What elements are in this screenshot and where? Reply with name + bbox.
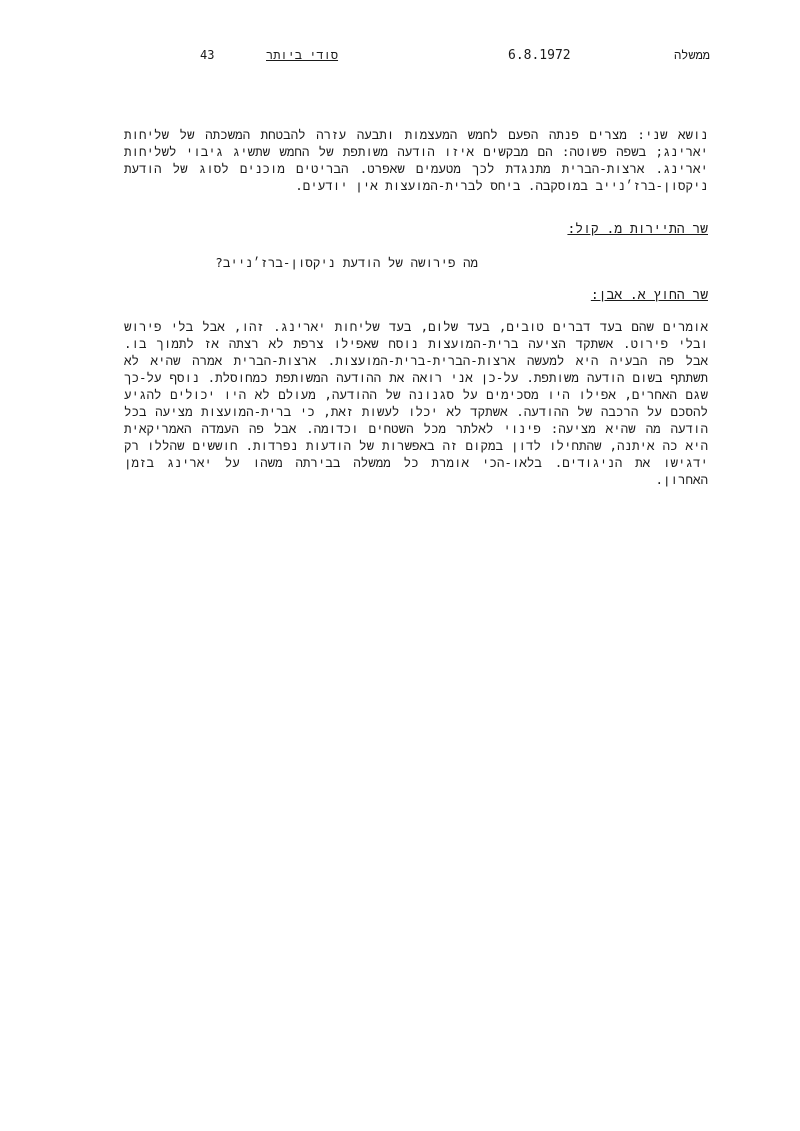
question-text: מה פירושה של הודעת ניקסון-ברז׳נייב?	[215, 255, 478, 270]
page-header	[190, 48, 710, 70]
speaker-tourism-minister: שר התיירות מ. קול:	[567, 222, 708, 237]
paragraph-foreign-minister-reply: אומרים שהם בעד דברים טובים, בעד שלום, בעד שליחות יארינג. זהו, אבל בלי פירוש ובלי פירוט. אשתקד הציעה ברית-המועצות נוסח שאפילו צרפת לא רצתה אז לתמוך בו. אבל פה הבעיה היא למעשה ארצות-הברית-ברית-המועצות. ארצות-הברית אמרה שהיא לא תשתתף בשום הודעה משותפת. על-כן אני רואה את ההודעה המשותפת כמחוסלת. נוסף על-כך שגם האחרים, אפילו היו מסכימים על סגנונה של ההודעה, מעולם לא היו יכולים להגיע להסכם על הרכבה של ההודעה. אשתקד לא יכלו לעשות זאת, כי ברית-המועצות מציעה בכל הודעה מה שהיא מציעה: פינוי לאלתר מכל השטחים וכדומה. אבל פה העמדה האמריקאית היא כה איתנה, שהתחילו לדון במקום זה באפשרות של הודעות נפרדות. חוששים שהללו רק ידגישו את הניגודים. בלאו-הכי אומרת כל ממשלה בבירתה משהו על יארינג בזמן האחרון.	[124, 319, 708, 487]
document-title: ממשלה	[673, 48, 710, 62]
paragraph-topic-two: נושא שני: מצרים פנתה הפעם לחמש המעצמות ותבעה עזרה להבטחת המשכתה של שליחות יארינג; בשפה פשוטה: הם מבקשים איזו הודעה משותפת של החמש שתשיג גיבוי לשליחות יארינג. ארצות-הברית מתנגדת לכך מטעמים שאפרט. הבריטים מוכנים לסוג של הודעת ניקסון-ברז׳נייב במוסקבה. ביחס לברית-המועצות אין יודעים.	[124, 127, 708, 193]
speaker-foreign-minister: שר החוץ א. אבן:	[590, 288, 708, 303]
classification-label: סודי ביותר	[266, 48, 339, 62]
page-number: 43	[200, 48, 215, 62]
document-date: 6.8.1972	[508, 48, 571, 63]
